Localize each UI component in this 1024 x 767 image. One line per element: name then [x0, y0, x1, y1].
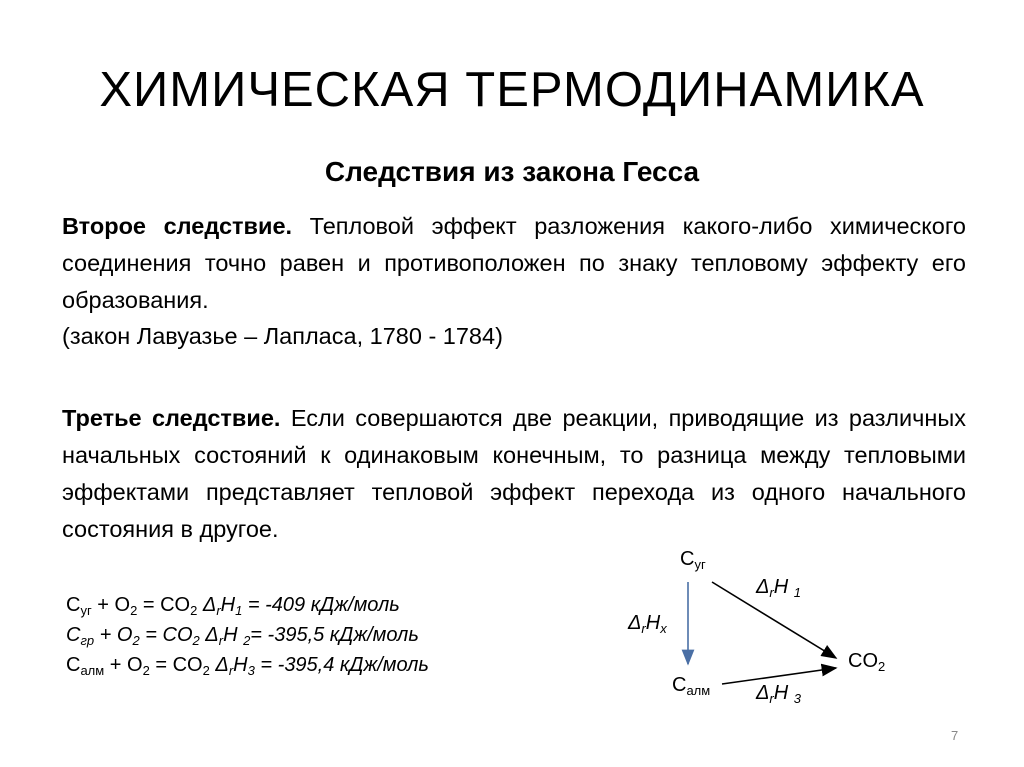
second-corollary-label: Второе следствие.	[62, 213, 293, 239]
second-corollary-text: Тепловой эффект разложения какого-либо химического соединения точно равен и противоположен по знаку тепловому эффекту его образования.	[62, 213, 967, 313]
third-corollary-label: Третье следствие.	[62, 405, 281, 431]
third-corollary	[62, 400, 966, 548]
equations	[66, 590, 429, 680]
node-c-ug: $C_{уг}$	[680, 548, 706, 572]
third-corollary-text: Если совершаются две реакции, приводящие из различных начальных состояний к одинаковым конечным, то разница между тепловыми эффектами представляет тепловой эффект перехода из одного начального состояния в другое.	[62, 405, 966, 542]
equation-3: $C_{алм} + O_2 = CO_2$ $\Delta_rH_3 = -395,4$ кДж/моль	[66, 654, 429, 678]
hess-diagram	[600, 540, 940, 730]
label-dh1: $\Delta_rH$ $_1$	[756, 576, 801, 600]
equation-2: $C_{гр} + O_2 = CO_2$ $\Delta_rH$ $_2$= -395,5 кДж/моль	[66, 624, 419, 648]
second-corollary	[62, 208, 966, 319]
node-c-alm: $C_{алм}$	[672, 674, 711, 698]
page-number: 7	[951, 728, 959, 743]
slide-title: ХИМИЧЕСКАЯ ТЕРМОДИНАМИКА	[99, 63, 925, 117]
label-dhx: $\Delta_rH_x$	[628, 612, 667, 636]
node-co2: $CO_2$	[848, 650, 886, 674]
second-corollary-note: (закон Лавуазье – Лапласа, 1780 - 1784)	[62, 323, 503, 349]
label-dh3: $\Delta_rH$ $_3$	[756, 682, 801, 706]
equation-1: $C_{уг} + O_2 = CO_2$ $\Delta_rH_1 = -409$ кДж/моль	[66, 594, 400, 618]
slide-subtitle: Следствия из закона Гесса	[324, 156, 700, 187]
